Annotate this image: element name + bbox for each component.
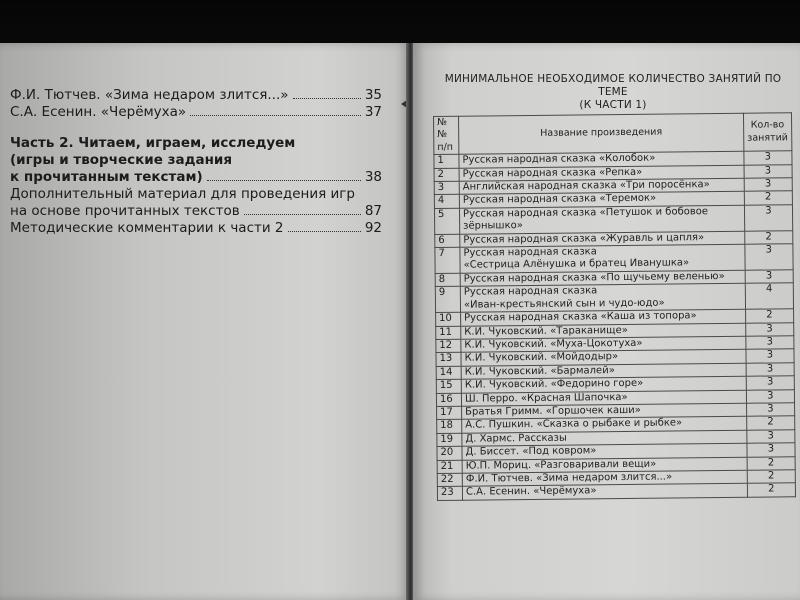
row-title-line: Д. Биссет. «Под ковром» bbox=[465, 445, 597, 458]
row-lesson-count: 3 bbox=[745, 244, 793, 270]
row-title-line: Ю.П. Мориц. «Разговаривали вещи» bbox=[465, 458, 657, 472]
row-lesson-count: 3 bbox=[746, 336, 794, 350]
row-lesson-count: 3 bbox=[746, 389, 794, 403]
row-title-line: А.С. Пушкин. «Сказка о рыбаке и рыбке» bbox=[465, 417, 683, 432]
right-page bbox=[413, 43, 800, 600]
part2-heading-line: к прочитанным текстам) bbox=[10, 169, 203, 185]
row-lesson-count: 3 bbox=[746, 349, 794, 363]
toc-part2-heading bbox=[10, 135, 382, 186]
row-lesson-count: 2 bbox=[747, 416, 795, 430]
toc-entry-title-line: на основе прочитанных текстов bbox=[10, 203, 240, 219]
row-title-line: С.А. Есенин. «Черёмуха» bbox=[465, 485, 597, 499]
row-title-line: К.И. Чуковский. «Тараканище» bbox=[464, 324, 628, 338]
row-title-line: Ф.И. Тютчев. «Зима недаром злится...» bbox=[465, 471, 673, 485]
row-title-line: К.И. Чуковский. «Мойдодыр» bbox=[464, 351, 619, 364]
row-number: 3 bbox=[434, 181, 459, 195]
row-title-line: К.И. Чуковский. «Бармалей» bbox=[464, 364, 615, 378]
row-title-line: Русская народная сказка «Петушок и бобовое зёрнышко» bbox=[462, 205, 709, 232]
row-lesson-count: 2 bbox=[745, 230, 793, 244]
toc-page-number: 37 bbox=[364, 104, 382, 120]
row-number: 20 bbox=[437, 446, 462, 460]
row-title bbox=[459, 205, 744, 234]
row-number: 21 bbox=[437, 460, 462, 474]
row-lesson-count: 3 bbox=[746, 376, 794, 390]
page-title-line: (К ЧАСТИ 1) bbox=[579, 99, 647, 111]
row-number: 4 bbox=[434, 195, 459, 209]
row-title-line: Русская народная сказка «Журавль и цапля» bbox=[463, 231, 705, 246]
row-number: 23 bbox=[437, 487, 462, 501]
row-number: 18 bbox=[437, 420, 462, 434]
toc-entry-comments bbox=[10, 220, 382, 237]
table-header-row bbox=[434, 113, 792, 155]
row-title bbox=[460, 284, 745, 313]
row-number: 2 bbox=[434, 168, 459, 182]
row-title-line: «Сестрица Алёнушка и братец Иванушка» bbox=[463, 257, 690, 272]
lessons-table bbox=[433, 112, 796, 501]
row-lesson-count: 2 bbox=[746, 309, 794, 323]
row-lesson-count: 2 bbox=[747, 456, 795, 470]
part2-heading-line: Часть 2. Читаем, играем, исследуем bbox=[10, 135, 296, 151]
left-page bbox=[0, 43, 408, 600]
header-title: Название произведения bbox=[459, 113, 744, 154]
toc-entry-tyutchev bbox=[10, 87, 382, 104]
row-number: 22 bbox=[437, 473, 462, 487]
header-count: Кол-во занятий bbox=[743, 113, 791, 152]
table-body bbox=[434, 151, 795, 500]
page-title bbox=[433, 73, 793, 112]
toc-leader-dots bbox=[244, 214, 361, 215]
row-title-line: К.И. Чуковский. «Федорино горе» bbox=[464, 377, 644, 391]
row-lesson-count: 3 bbox=[744, 151, 792, 165]
toc-leader-dots bbox=[190, 115, 361, 116]
row-number: 5 bbox=[434, 208, 459, 234]
row-number: 14 bbox=[436, 366, 461, 380]
row-title-line: Русская народная сказка bbox=[463, 246, 597, 259]
row-title-line: Английская народная сказка «Три поросёнка» bbox=[462, 179, 710, 193]
row-title-line: «Иван-крестьянский сын и чудо-юдо» bbox=[463, 297, 665, 311]
row-lesson-count: 3 bbox=[747, 443, 795, 457]
row-title-line: Русская народная сказка «Теремок» bbox=[462, 193, 657, 207]
row-number: 11 bbox=[436, 326, 461, 340]
row-title-line: Д. Хармс. Рассказы bbox=[465, 432, 567, 445]
row-number: 17 bbox=[437, 406, 462, 420]
row-lesson-count: 2 bbox=[744, 191, 792, 205]
row-lesson-count: 3 bbox=[744, 164, 792, 178]
toc-page-number: 35 bbox=[364, 87, 382, 103]
toc-entry-title-line: Дополнительный материал для проведения игр bbox=[10, 186, 355, 202]
toc-entry-esenin bbox=[10, 104, 382, 121]
row-title-line: Русская народная сказка «Репка» bbox=[462, 166, 643, 180]
row-lesson-count: 3 bbox=[747, 429, 795, 443]
row-lesson-count: 2 bbox=[747, 470, 795, 484]
table-row bbox=[435, 244, 793, 274]
header-number: №№ п/п bbox=[434, 116, 459, 154]
table-row bbox=[435, 283, 793, 313]
row-title bbox=[460, 244, 745, 273]
toc-entry-title: С.А. Есенин. «Черёмуха» bbox=[10, 104, 187, 120]
toc-entry-title: Ф.И. Тютчев. «Зима недаром злится...» bbox=[10, 87, 289, 103]
table-row bbox=[434, 205, 792, 235]
row-lesson-count: 4 bbox=[745, 283, 793, 309]
toc-entry-extra-material bbox=[10, 186, 408, 220]
row-title-line: К.И. Чуковский. «Муха-Цокотуха» bbox=[464, 337, 643, 351]
row-title-line: Русская народная сказка «По щучьему веленью» bbox=[463, 270, 725, 285]
row-lesson-count: 3 bbox=[746, 362, 794, 376]
row-lesson-count: 3 bbox=[745, 270, 793, 284]
row-number: 16 bbox=[436, 393, 461, 407]
row-number: 15 bbox=[436, 379, 461, 393]
row-lesson-count: 3 bbox=[747, 403, 795, 417]
row-number: 9 bbox=[435, 287, 460, 313]
part2-heading-line: (игры и творческие задания bbox=[10, 152, 233, 168]
row-lesson-count: 3 bbox=[744, 205, 792, 231]
toc-entry-title: Методические комментарии к части 2 bbox=[10, 220, 284, 236]
row-title-line: Русская народная сказка «Колобок» bbox=[462, 152, 656, 166]
toc-page-number: 38 bbox=[364, 169, 382, 185]
toc-page-number: 92 bbox=[364, 220, 382, 236]
row-lesson-count: 3 bbox=[744, 178, 792, 192]
row-number: 1 bbox=[434, 154, 459, 168]
row-title-line: Русская народная сказка «Каша из топора» bbox=[464, 310, 697, 324]
row-title-line: Ш. Перро. «Красная Шапочка» bbox=[464, 391, 628, 405]
row-number: 7 bbox=[435, 247, 460, 273]
row-title-line: Русская народная сказка bbox=[463, 285, 598, 298]
toc-page-number: 87 bbox=[364, 203, 382, 219]
row-lesson-count: 3 bbox=[746, 322, 794, 336]
row-title bbox=[462, 484, 747, 500]
page-title-line: МИНИМАЛЬНОЕ НЕОБХОДИМОЕ КОЛИЧЕСТВО ЗАНЯТИЙ ПО ТЕМЕ bbox=[444, 73, 782, 98]
row-title-line: Братья Гримм. «Горшочек каши» bbox=[465, 404, 641, 418]
row-number: 8 bbox=[435, 273, 460, 287]
toc-leader-dots bbox=[288, 231, 361, 232]
row-number: 19 bbox=[437, 433, 462, 447]
row-number: 6 bbox=[435, 234, 460, 248]
table-row bbox=[437, 483, 795, 500]
toc-leader-dots bbox=[207, 180, 361, 181]
row-lesson-count: 2 bbox=[747, 483, 795, 497]
row-number: 12 bbox=[436, 339, 461, 353]
toc-leader-dots bbox=[293, 98, 361, 99]
row-number: 10 bbox=[436, 312, 461, 326]
row-number: 13 bbox=[436, 353, 461, 367]
